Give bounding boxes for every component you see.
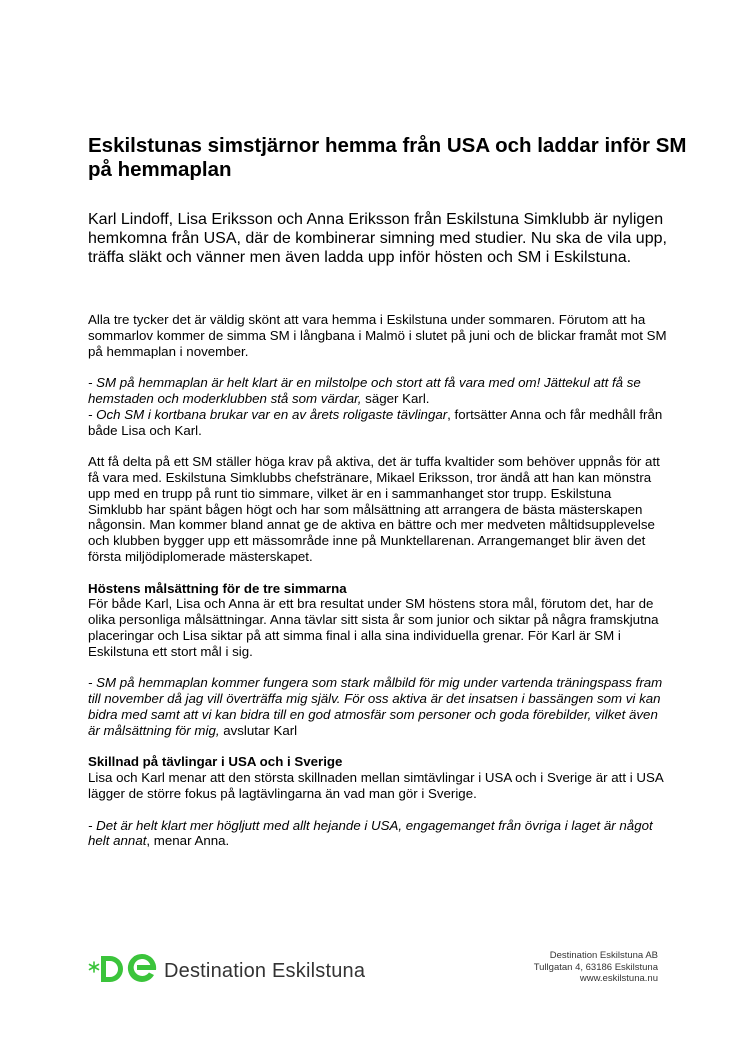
quote-karl-text: - SM på hemmaplan är helt klart är en milstolpe och stort att få vara med om! Jättekul att få se hemstaden och moderklubben stå som värdar, xyxy=(88,375,641,406)
quote-anna-usa xyxy=(88,818,668,850)
quote-anna-usa-text: - Det är helt klart mer högljutt med allt hejande i USA, engagemanget från övriga i laget är något helt annat xyxy=(88,817,653,849)
paragraph-differences: Lisa och Karl menar att den största skillnaden mellan simtävlingar i USA och i Sverige är att i USA lägger de större fokus på lagtävlingarna än vad man gör i Sverige. xyxy=(88,770,663,801)
section-heading-goals: Höstens målsättning för de tre simmarna xyxy=(88,580,347,596)
quote-karl-goals-text: - SM på hemmaplan kommer fungera som stark målbild för mig under vartenda träningspass fram till november då jag vill överträffa mig själv. För oss aktiva är det insatsen i bassängen som vi kan bidra med samt att vi kan bidra till en god atmosfär som personer och goda förebilder, vilket även är målsättning för mig, xyxy=(88,675,663,738)
section-differences xyxy=(88,754,668,801)
section-heading-differences: Skillnad på tävlingar i USA och i Sverige xyxy=(88,754,343,770)
logo-wordmark: Destination Eskilstuna xyxy=(164,960,366,982)
quote-anna-text: - Och SM i kortbana brukar var en av årets roligaste tävlingar xyxy=(88,406,448,422)
quote-anna-attribution: , fortsätter Anna och får medhåll från både Lisa och Karl. xyxy=(88,406,663,438)
website-link[interactable]: www.eskilstuna.nu xyxy=(579,973,658,984)
article-lead: Karl Lindoff, Lisa Eriksson och Anna Eriksson från Eskilstuna Simklubb är nyligen hemkomna från USA, där de kombinerar simning med studier. Nu ska de vila upp, träffa släkt och vänner men även ladda upp inför hösten och SM i Eskilstuna. xyxy=(88,211,667,266)
quote-karl xyxy=(88,375,668,407)
company-name: Destination Eskilstuna AB xyxy=(549,950,658,961)
quote-karl-goals-attribution: avslutar Karl xyxy=(219,722,298,738)
paragraph-requirements: Att få delta på ett SM ställer höga krav på aktiva, det är tuffa kvaltider som behöver uppnås för att få vara med. Eskilstuna Simklubbs chefstränare, Mikael Eriksson, tror ändå att han kan mönstra upp med en trupp på runt tio simmare, vilket är en i sammanhanget stor trupp. Eskilstuna Simklubb har spänt bågen högt och har som målsättning att arrangera de bästa mästerskapen någonsin. Man kommer bland annat ge de aktiva en bättre och mer medveten måltidsupplevelse och klubben bygger upp ett mässområde inne på Munktellarenan. Arrangemanget blir även det första miljödiplomerade mästerskapet. xyxy=(88,454,660,564)
destination-eskilstuna-logo-icon xyxy=(88,948,160,984)
footer-logo xyxy=(88,948,388,988)
quote-anna xyxy=(88,407,668,439)
street-address: Tullgatan 4, 63186 Eskilstuna xyxy=(533,961,658,973)
paragraph-intro: Alla tre tycker det är väldig skönt att vara hemma i Eskilstuna under sommaren. Förutom att ha sommarlov kommer de simma SM i långbana i Malmö i slutet på juni och de blickar framåt mot SM på hemmaplan i november. xyxy=(88,312,667,359)
section-goals xyxy=(88,581,668,660)
article-title: Eskilstunas simstjärnor hemma från USA och laddar inför SM på hemmaplan xyxy=(88,134,687,181)
footer-address xyxy=(534,950,658,985)
quote-anna-usa-attribution: , menar Anna. xyxy=(146,833,230,849)
paragraph-goals: För både Karl, Lisa och Anna är ett bra resultat under SM höstens stora mål, förutom det, har de olika personliga målsättningar. Anna tävlar sitt sista år som junior och siktar på några framskjutna placeringar och Lisa siktar på att simma final i alla sina individuella grenar. För Karl är SM i Eskilstuna ett stort mål i sig. xyxy=(88,596,659,659)
quote-karl-attribution: säger Karl. xyxy=(361,390,430,406)
quote-karl-goals xyxy=(88,675,668,738)
article-body xyxy=(88,312,668,865)
